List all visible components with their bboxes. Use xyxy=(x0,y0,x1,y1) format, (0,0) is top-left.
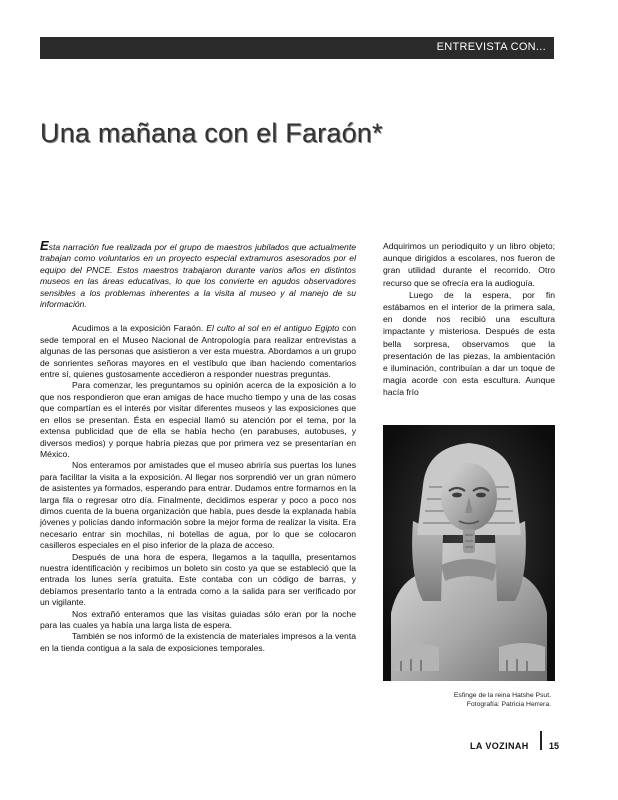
intro-paragraph xyxy=(40,240,356,310)
photo-caption xyxy=(383,691,551,709)
article-left-column xyxy=(40,240,356,654)
right-paragraph-2: Luego de la espera, por fin estábamos en el interior de la primera sala, en donde nos recibió una escultura impactante y misteriosa. Después de esta bella sorpresa, observamos que la presentación de las piezas, la ambientación e iluminación, contribuían a dar un toque de magia acorde con esta escultura. Aunque hacía frío xyxy=(383,289,555,398)
article-right-column xyxy=(383,240,555,399)
caption-credit: Fotografía: Patricia Herrera. xyxy=(466,701,551,708)
right-paragraph-1: Adquirimos un periodiquito y un libro objeto; aunque dirigidos a escolares, nos fueron de gran utilidad durante el recorrido. Otro recurso que se ofrecía era la audioguía. xyxy=(383,241,555,288)
publication-name: LA VOZINAH xyxy=(470,741,529,751)
section-header-bar xyxy=(40,37,554,59)
intro-text: sta narración fue realizada por el grupo de maestros jubilados que actualmente trabajan como voluntarios en un proyecto especial extramuros asesorados por el equipo del PNCE. Estos maestros trabajaron durante varios años en distintos museos en las áreas educativas, lo que los convierte en agudos observadores sensibles a los problemas inherentes a la visita al museo y al manejo de su información. xyxy=(40,242,356,310)
body-paragraph-1: Acudimos a la exposición Faraón. El culto al sol en el antiguo Egipto con sede temporal en el Museo Nacional de Antropología para realizar entrevistas a algunas de las personas que asistieron a ver esta muestra. Abordamos a un grupo de sonrientes señoras mayores en el vestíbulo que iban haciendo comentarios entre sí, quienes gustosamente accedieron a responder nuestras preguntas. xyxy=(40,323,357,380)
body-paragraph-4: Después de una hora de espera, llegamos a la taquilla, presentamos nuestra identificación y recibimos un boleto sin costo ya que se estableció que la entrada los lunes sería gratuita. Este contaba con un código de barras, y debíamos presentarlo tanto a la entrada como a la salida para ser verificado por un vigilante. xyxy=(40,551,356,608)
caption-line-1: Esfinge de la reina Hatshe Psut. xyxy=(453,692,551,699)
body-paragraph-2: Para comenzar, les preguntamos su opinión acerca de la exposición a lo que nos respondieron que eran amigas de hace mucho tiempo y una de las cosas que compartían es el interés por visitar diferentes museos y las exposiciones que en ellos se presentan. Ésta en especial llamó su atención por el tema, por la extensa publicidad que de ella se había hecho (en parabuses, autobuses, y diversos medios) y porque habría piezas que por primera vez se presentarían en México. xyxy=(40,380,356,459)
sphinx-illustration xyxy=(383,425,555,681)
body-paragraph-5: Nos extrañó enteramos que las visitas guiadas sólo eran por la noche para las cuales ya había una larga lista de espera. xyxy=(40,608,356,630)
sphinx-photo xyxy=(383,425,555,681)
body-paragraph-3: Nos enteramos por amistades que el museo abriría sus puertas los lunes para facilitar la visita a la exposición. Al llegar nos sorprendió ver un gran número de asistentes ya formados, esperando para entrar. Dudamos entre formarnos en la larga fila o regresar otro día. Finalmente, decidimos esperar y poco a poco nos dimos cuenta de la buena organización que había, pues desde la explanada había jóvenes y policías dando información sobre la mejor forma de realizar la visita. Era necesario entrar sin mochilas, ni botellas de agua, por lo que se colocaron casilleros especiales en el piso inferior de la plaza de acceso. xyxy=(40,460,356,551)
page-number: 15 xyxy=(549,741,560,751)
exhibition-title: El culto al sol en el antiguo Egipto xyxy=(206,323,340,334)
article-title: Una mañana con el Faraón* xyxy=(40,118,383,148)
section-label: ENTREVISTA CON... xyxy=(436,41,546,53)
footer-divider xyxy=(540,731,542,750)
drop-cap: E xyxy=(40,238,49,253)
body-paragraph-6: También se nos informó de la existencia de materiales impresos a la venta en la tienda contigua a la sala de exposiciones temporales. xyxy=(40,631,356,653)
